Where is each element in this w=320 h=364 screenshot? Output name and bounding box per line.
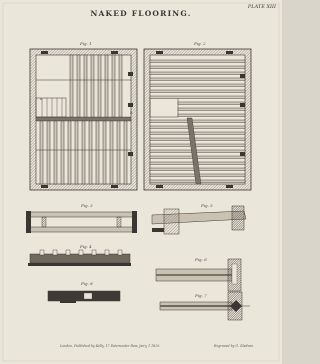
fig3-label: Fig. 3: [81, 203, 93, 208]
joist: [75, 121, 78, 184]
joist: [150, 96, 245, 98]
fig5-beam-detail: [152, 206, 246, 234]
fig6-joint-section: [156, 259, 241, 291]
joist: [150, 66, 245, 68]
joist-cog: [92, 250, 96, 255]
joist: [150, 132, 245, 134]
joist: [150, 150, 245, 152]
fig7-label: Fig. 7: [195, 293, 207, 298]
joist: [117, 121, 120, 184]
fig6-label: Fig. 6: [195, 257, 207, 262]
joist: [150, 78, 245, 80]
joist: [61, 121, 64, 184]
joist: [110, 121, 113, 184]
fig8-label: Fig. 8: [81, 281, 93, 286]
fig1-label: Fig. 1: [80, 41, 92, 46]
joist: [124, 121, 127, 184]
joist-cog: [118, 250, 122, 255]
joist: [178, 108, 245, 110]
joist-cog: [105, 250, 109, 255]
joist: [96, 121, 99, 184]
publisher-imprint: London, Published by Kelly, 17 Paternoster Row, Jan'y 1 1829.: [60, 344, 161, 348]
joist-cog: [79, 250, 83, 255]
fig2-label: Fig. 2: [194, 41, 206, 46]
joist: [150, 90, 245, 92]
joist: [91, 55, 94, 117]
fig1-floor-plan: [30, 49, 137, 190]
joist: [47, 121, 50, 184]
joist: [105, 55, 108, 117]
joist: [84, 55, 87, 117]
joist: [150, 138, 245, 140]
letter-b-label: b: [130, 110, 133, 115]
joist: [150, 144, 245, 146]
fig8-beam-piece: [48, 291, 120, 303]
joist: [178, 114, 245, 116]
engraver-credit: Engraved by G. Gladwin: [214, 344, 254, 348]
plate-number: PLATE XIII: [247, 4, 276, 10]
fig4-label: Fig. 4: [80, 244, 92, 249]
joist: [103, 121, 106, 184]
joist: [77, 55, 80, 117]
joist: [70, 55, 73, 117]
joist: [150, 126, 245, 128]
joist: [54, 121, 57, 184]
joist-cog: [53, 250, 57, 255]
joist: [68, 121, 71, 184]
fig3-joist-elevation: [26, 211, 137, 233]
fig4-girder-detail: [28, 250, 131, 266]
joist: [82, 121, 85, 184]
joist: [150, 84, 245, 86]
plate-title: NAKED FLOORING.: [90, 9, 192, 18]
joist: [89, 121, 92, 184]
joist: [150, 60, 245, 62]
joist: [150, 72, 245, 74]
joist: [119, 55, 122, 117]
joist: [98, 55, 101, 117]
joist: [178, 102, 245, 104]
joist: [40, 121, 43, 184]
joist-cog: [40, 250, 44, 255]
joist: [150, 120, 245, 122]
fig5-label: Fig. 5: [201, 203, 213, 208]
joist-cog: [66, 250, 70, 255]
letter-a-label: a: [40, 96, 43, 101]
fig2-floor-plan: [144, 49, 251, 190]
joist: [112, 55, 115, 117]
